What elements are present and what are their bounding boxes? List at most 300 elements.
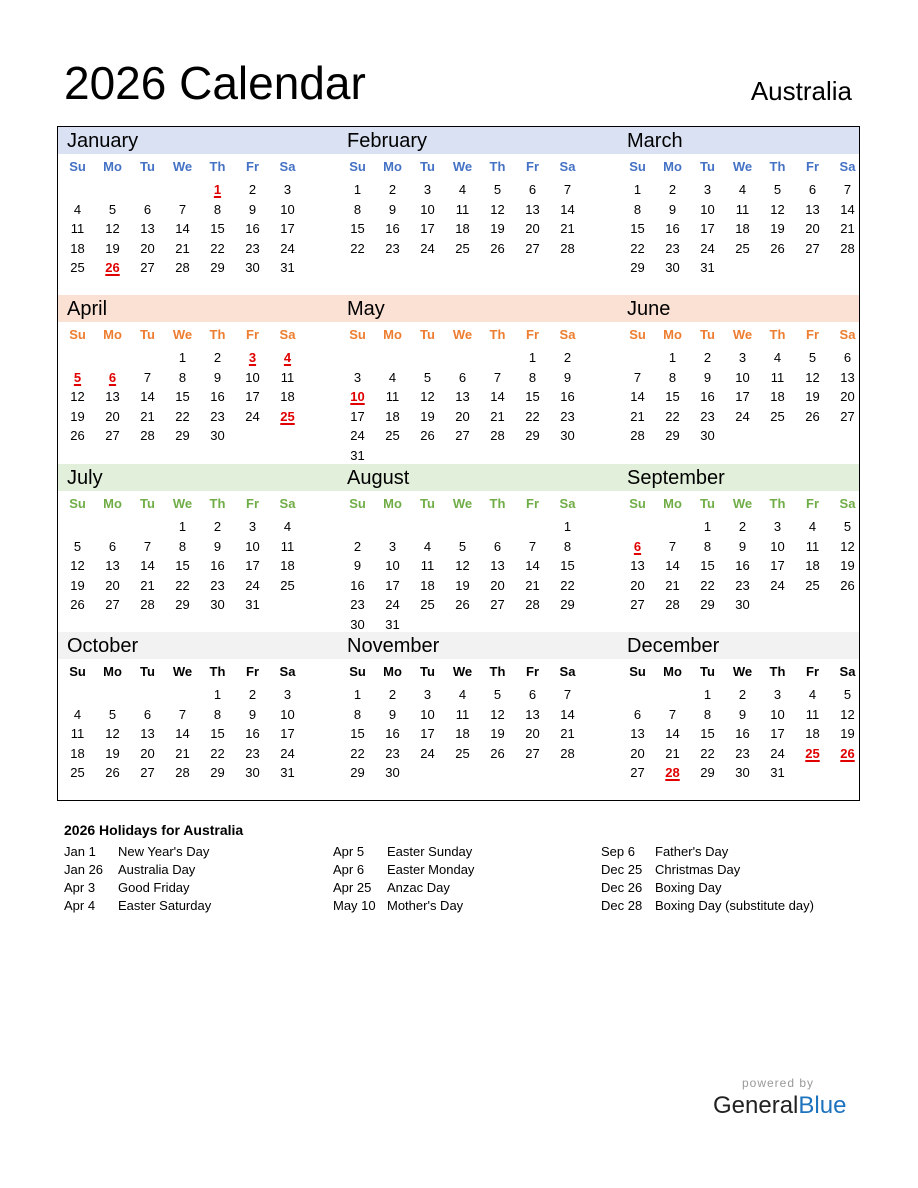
holiday-item [333, 897, 474, 915]
weekday-label: Fr [246, 664, 259, 679]
holiday-day-cell: 26 [105, 260, 120, 275]
day-cell: 27 [805, 240, 820, 256]
day-cell: 31 [350, 447, 365, 463]
day-cell: 27 [630, 597, 645, 612]
day-cell: 23 [210, 408, 225, 424]
day-cell: 25 [455, 745, 470, 761]
day-cell: 2 [213, 350, 222, 365]
day-cell: 11 [455, 201, 470, 217]
weekday-label: Tu [140, 159, 155, 174]
day-cell: 24 [735, 408, 750, 424]
day-cell: 3 [283, 182, 292, 197]
weekday-label: Th [489, 327, 506, 342]
weekday-label: Su [629, 664, 646, 679]
day-cell: 17 [245, 389, 260, 404]
day-cell: 11 [805, 538, 820, 554]
day-cell: 21 [140, 408, 155, 424]
day-cell: 14 [840, 201, 855, 217]
day-cell: 21 [140, 577, 155, 593]
day-cell: 13 [525, 201, 540, 217]
day-cell: 21 [630, 408, 645, 424]
month-november [340, 632, 607, 800]
day-grid [60, 517, 305, 615]
day-cell: 18 [735, 221, 750, 236]
weekday-label: Su [629, 327, 646, 342]
day-cell: 6 [143, 706, 152, 722]
weekday-label: We [732, 664, 753, 679]
day-cell: 24 [700, 240, 715, 256]
day-cell: 7 [633, 369, 642, 385]
holiday-item [601, 879, 814, 897]
weekday-label: We [452, 496, 473, 511]
weekday-label: Mo [663, 159, 682, 174]
empty-cell [60, 517, 95, 537]
day-cell: 12 [420, 389, 435, 404]
weekday-label: Mo [663, 327, 682, 342]
day-cell: 27 [525, 240, 540, 256]
day-cell: 26 [70, 428, 85, 443]
day-cell: 31 [770, 765, 785, 780]
weekday-label: Sa [839, 664, 856, 679]
month-june [620, 295, 887, 463]
holiday-day-cell: 10 [350, 389, 365, 404]
holiday-item [64, 897, 211, 915]
holiday-date: Apr 5 [333, 844, 365, 859]
holiday-date: Apr 3 [64, 880, 96, 895]
day-cell: 6 [458, 369, 467, 385]
day-cell: 8 [668, 369, 677, 385]
day-cell: 25 [735, 240, 750, 256]
day-cell: 3 [423, 687, 432, 702]
day-cell: 7 [843, 182, 852, 197]
day-cell: 10 [770, 538, 785, 554]
day-cell: 19 [805, 389, 820, 404]
day-cell: 27 [140, 765, 155, 780]
weekday-label: Th [769, 327, 786, 342]
weekday-label: We [172, 327, 193, 342]
day-cell: 3 [283, 687, 292, 702]
day-cell: 22 [560, 577, 575, 593]
weekday-label: Su [69, 664, 86, 679]
weekday-label: We [732, 327, 753, 342]
day-cell: 31 [280, 260, 295, 275]
day-grid [340, 517, 585, 634]
day-grid [340, 348, 585, 465]
day-cell: 22 [210, 745, 225, 761]
day-cell: 30 [210, 597, 225, 612]
weekday-label: Sa [279, 664, 296, 679]
day-cell: 18 [455, 726, 470, 741]
weekday-label: Tu [420, 159, 435, 174]
day-cell: 19 [840, 726, 855, 741]
weekday-label: Fr [806, 496, 819, 511]
empty-cell [130, 180, 165, 200]
weekday-label: Su [69, 496, 86, 511]
day-cell: 30 [210, 428, 225, 443]
day-cell: 15 [210, 221, 225, 236]
day-cell: 14 [560, 201, 575, 217]
weekday-header [620, 326, 865, 344]
empty-cell [60, 180, 95, 200]
day-cell: 20 [630, 745, 645, 761]
month-october [60, 632, 327, 800]
day-cell: 14 [490, 389, 505, 404]
month-name: November [347, 635, 440, 657]
day-cell: 23 [385, 240, 400, 256]
day-cell: 26 [490, 240, 505, 256]
day-cell: 7 [563, 182, 572, 197]
day-cell: 7 [563, 687, 572, 702]
day-cell: 16 [735, 726, 750, 741]
day-cell: 4 [738, 182, 747, 197]
weekday-label: Fr [806, 664, 819, 679]
empty-cell [95, 517, 130, 537]
day-cell: 16 [735, 558, 750, 573]
day-cell: 26 [840, 577, 855, 593]
day-cell: 27 [455, 428, 470, 443]
day-cell: 15 [665, 389, 680, 404]
day-cell: 15 [175, 558, 190, 573]
day-cell: 20 [105, 408, 120, 424]
day-cell: 15 [560, 558, 575, 573]
day-cell: 21 [175, 745, 190, 761]
weekday-label: Fr [526, 664, 539, 679]
weekday-label: Fr [806, 159, 819, 174]
weekday-label: Th [209, 327, 226, 342]
day-cell: 16 [210, 389, 225, 404]
weekday-label: Fr [526, 327, 539, 342]
month-september [620, 464, 887, 632]
day-cell: 15 [350, 726, 365, 741]
day-cell: 19 [840, 558, 855, 573]
day-cell: 27 [525, 745, 540, 761]
day-cell: 7 [143, 369, 152, 385]
empty-cell [515, 517, 550, 537]
holiday-item [333, 879, 474, 897]
day-cell: 17 [735, 389, 750, 404]
day-cell: 5 [108, 706, 117, 722]
day-cell: 6 [528, 182, 537, 197]
day-cell: 15 [700, 726, 715, 741]
month-april [60, 295, 327, 463]
day-cell: 25 [805, 577, 820, 593]
weekday-label: We [732, 496, 753, 511]
day-cell: 4 [773, 350, 782, 365]
day-cell: 14 [175, 221, 190, 236]
empty-cell [130, 685, 165, 705]
weekday-label: Sa [279, 159, 296, 174]
day-cell: 19 [490, 221, 505, 236]
weekday-label: Fr [806, 327, 819, 342]
holiday-date: Apr 25 [333, 880, 372, 895]
day-cell: 23 [350, 597, 365, 612]
empty-cell [655, 517, 690, 537]
day-grid [340, 685, 585, 783]
month-august [340, 464, 607, 632]
holiday-item [601, 897, 814, 915]
holiday-date: Dec 28 [601, 898, 643, 913]
holiday-date: Dec 26 [601, 880, 643, 895]
month-name: December [627, 635, 720, 657]
day-cell: 22 [630, 240, 645, 256]
day-cell: 9 [738, 538, 747, 554]
day-cell: 16 [350, 577, 365, 593]
day-cell: 22 [175, 408, 190, 424]
day-cell: 5 [773, 182, 782, 197]
day-cell: 28 [175, 260, 190, 275]
weekday-label: Th [209, 159, 226, 174]
month-january [60, 127, 327, 295]
day-cell: 25 [70, 260, 85, 275]
day-cell: 8 [528, 369, 537, 385]
day-cell: 12 [840, 706, 855, 722]
day-cell: 10 [245, 369, 260, 385]
day-cell: 26 [105, 765, 120, 780]
weekday-label: We [172, 664, 193, 679]
day-cell: 15 [210, 726, 225, 741]
day-cell: 17 [770, 726, 785, 741]
day-cell: 18 [280, 389, 295, 404]
day-cell: 19 [70, 577, 85, 593]
day-cell: 9 [353, 558, 362, 573]
holiday-name: Mother's Day [387, 898, 464, 913]
day-cell: 25 [770, 408, 785, 424]
weekday-label: Sa [279, 496, 296, 511]
day-cell: 1 [528, 350, 537, 365]
day-cell: 13 [490, 558, 505, 573]
day-cell: 30 [245, 260, 260, 275]
day-cell: 8 [213, 201, 222, 217]
day-cell: 4 [388, 369, 397, 385]
holiday-name: Easter Saturday [118, 898, 212, 913]
day-cell: 16 [665, 221, 680, 236]
day-cell: 12 [770, 201, 785, 217]
weekday-label: Th [769, 664, 786, 679]
holiday-date: Dec 25 [601, 862, 643, 877]
weekday-label: Th [769, 159, 786, 174]
empty-cell [480, 517, 515, 537]
day-cell: 23 [245, 745, 260, 761]
holiday-day-cell: 6 [633, 538, 642, 554]
day-cell: 26 [455, 597, 470, 612]
day-cell: 1 [563, 519, 572, 534]
day-cell: 28 [630, 428, 645, 443]
weekday-label: Fr [526, 159, 539, 174]
day-cell: 4 [458, 687, 467, 702]
holiday-date: Jan 26 [64, 862, 104, 877]
weekday-label: Mo [383, 159, 402, 174]
day-cell: 15 [700, 558, 715, 573]
day-cell: 2 [738, 519, 747, 534]
day-cell: 29 [175, 597, 190, 612]
day-cell: 10 [420, 201, 435, 217]
month-march [620, 127, 887, 295]
weekday-label: Fr [246, 159, 259, 174]
empty-cell [375, 517, 410, 537]
day-cell: 19 [105, 745, 120, 761]
day-cell: 28 [490, 428, 505, 443]
day-cell: 28 [140, 597, 155, 612]
day-cell: 8 [703, 538, 712, 554]
holiday-item [64, 861, 211, 879]
day-cell: 26 [420, 428, 435, 443]
weekday-header [60, 663, 305, 681]
day-cell: 7 [143, 538, 152, 554]
day-cell: 6 [843, 350, 852, 365]
holiday-item [601, 843, 814, 861]
weekday-label: Su [349, 664, 366, 679]
day-cell: 24 [280, 240, 295, 256]
day-cell: 29 [700, 765, 715, 780]
day-cell: 29 [630, 260, 645, 275]
day-cell: 7 [178, 706, 187, 722]
day-cell: 9 [738, 706, 747, 722]
day-cell: 15 [630, 221, 645, 236]
brand-general: General [713, 1092, 799, 1119]
empty-cell [95, 348, 130, 368]
weekday-label: Su [69, 159, 86, 174]
day-cell: 9 [703, 369, 712, 385]
day-cell: 31 [245, 597, 260, 612]
empty-cell [60, 685, 95, 705]
weekday-label: Sa [279, 327, 296, 342]
holiday-name: Father's Day [655, 844, 729, 859]
day-cell: 15 [525, 389, 540, 404]
weekday-label: We [452, 664, 473, 679]
day-cell: 10 [280, 201, 295, 217]
day-cell: 16 [700, 389, 715, 404]
day-cell: 8 [703, 706, 712, 722]
weekday-label: Mo [103, 159, 122, 174]
day-cell: 30 [700, 428, 715, 443]
day-cell: 24 [280, 745, 295, 761]
day-cell: 11 [280, 538, 295, 554]
weekday-label: Th [489, 496, 506, 511]
month-name: May [347, 298, 385, 320]
weekday-header [60, 326, 305, 344]
day-cell: 20 [525, 221, 540, 236]
day-cell: 9 [213, 369, 222, 385]
day-cell: 3 [738, 350, 747, 365]
holiday-name: Christmas Day [655, 862, 741, 877]
day-cell: 19 [420, 408, 435, 424]
day-cell: 19 [770, 221, 785, 236]
weekday-label: Tu [420, 327, 435, 342]
day-cell: 19 [455, 577, 470, 593]
holiday-name: Easter Sunday [387, 844, 473, 859]
day-cell: 25 [70, 765, 85, 780]
month-name: March [627, 130, 683, 152]
empty-cell [620, 685, 655, 705]
day-cell: 24 [770, 577, 785, 593]
day-cell: 17 [420, 726, 435, 741]
holiday-column [333, 843, 474, 915]
weekday-label: Sa [559, 664, 576, 679]
day-grid [620, 685, 865, 783]
day-cell: 30 [245, 765, 260, 780]
day-cell: 20 [140, 745, 155, 761]
weekday-label: Tu [700, 496, 715, 511]
weekday-header [340, 663, 585, 681]
day-cell: 14 [560, 706, 575, 722]
day-cell: 23 [735, 577, 750, 593]
day-cell: 3 [703, 182, 712, 197]
day-cell: 4 [808, 687, 817, 702]
holiday-day-cell: 5 [73, 369, 82, 385]
empty-cell [60, 348, 95, 368]
day-cell: 30 [560, 428, 575, 443]
holiday-name: Good Friday [118, 880, 190, 895]
day-cell: 6 [143, 201, 152, 217]
day-cell: 7 [528, 538, 537, 554]
day-cell: 25 [280, 577, 295, 593]
quarter-row [58, 127, 859, 295]
day-cell: 29 [560, 597, 575, 612]
day-cell: 6 [108, 538, 117, 554]
day-cell: 29 [210, 260, 225, 275]
day-cell: 23 [210, 577, 225, 593]
day-cell: 7 [668, 706, 677, 722]
month-name: January [67, 130, 139, 152]
holiday-column [601, 843, 814, 915]
month-february [340, 127, 607, 295]
month-name: October [67, 635, 139, 657]
day-cell: 13 [630, 726, 645, 741]
weekday-label: We [452, 159, 473, 174]
brand-blue: Blue [798, 1092, 847, 1119]
weekday-label: Su [629, 159, 646, 174]
month-name: June [627, 298, 671, 320]
month-name: April [67, 298, 108, 320]
holiday-item [333, 861, 474, 879]
day-cell: 9 [248, 201, 257, 217]
day-cell: 18 [455, 221, 470, 236]
weekday-label: Su [349, 327, 366, 342]
quarter-row [58, 464, 859, 632]
day-cell: 1 [178, 350, 187, 365]
weekday-label: Tu [140, 664, 155, 679]
holiday-item [64, 843, 211, 861]
weekday-label: Th [769, 496, 786, 511]
day-cell: 3 [423, 182, 432, 197]
day-cell: 24 [245, 577, 260, 593]
day-cell: 31 [280, 765, 295, 780]
day-cell: 18 [805, 726, 820, 741]
day-cell: 8 [178, 538, 187, 554]
weekday-label: Fr [246, 496, 259, 511]
holiday-name: Easter Monday [387, 862, 475, 877]
month-name: August [347, 467, 410, 489]
day-cell: 28 [840, 240, 855, 256]
day-cell: 8 [213, 706, 222, 722]
day-cell: 17 [350, 408, 365, 424]
empty-cell [410, 348, 445, 368]
day-cell: 22 [700, 577, 715, 593]
weekday-header [340, 158, 585, 176]
day-cell: 1 [703, 519, 712, 534]
calendar-grid [57, 126, 860, 801]
day-cell: 19 [70, 408, 85, 424]
empty-cell [165, 180, 200, 200]
day-cell: 17 [280, 221, 295, 236]
day-cell: 24 [420, 240, 435, 256]
day-cell: 11 [805, 706, 820, 722]
day-cell: 13 [140, 726, 155, 741]
holiday-day-cell: 3 [248, 350, 257, 365]
day-cell: 25 [455, 240, 470, 256]
holiday-name: Boxing Day (substitute day) [655, 898, 814, 913]
weekday-label: Tu [420, 496, 435, 511]
